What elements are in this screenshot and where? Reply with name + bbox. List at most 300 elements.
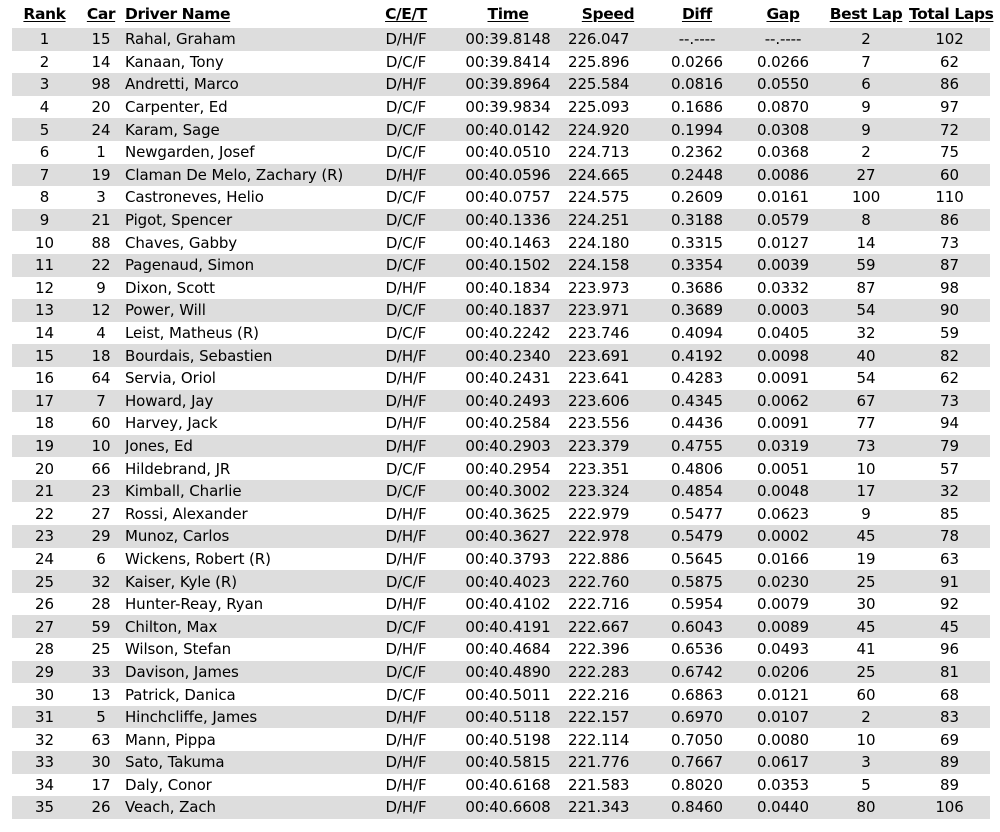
- driver-name-cell: Hunter-Reay, Ryan: [125, 595, 264, 614]
- rank-cell: 12: [35, 278, 54, 297]
- total-laps-cell: 89: [909, 751, 990, 774]
- gap-cell: 0.0440: [743, 796, 823, 819]
- best-lap-cell: 2: [823, 28, 909, 51]
- driver-name-cell: Harvey, Jack: [125, 414, 218, 433]
- time-cell: 00:40.1502: [451, 254, 565, 277]
- best-lap-cell: 5: [861, 775, 871, 794]
- driver-name-cell: Hinchcliffe, James: [125, 706, 361, 729]
- table-row: [12, 661, 990, 684]
- speed-cell: 224.713: [568, 143, 630, 162]
- speed-cell: 223.324: [565, 480, 651, 503]
- cet-cell: D/C/F: [385, 324, 427, 343]
- cet-cell: D/C/F: [385, 188, 427, 207]
- speed-cell: 225.093: [568, 98, 630, 117]
- diff-cell: 0.6043: [651, 615, 743, 638]
- total-laps-cell: 92: [940, 595, 959, 614]
- rank-cell: 35: [12, 796, 77, 819]
- speed-cell: 222.283: [565, 661, 651, 684]
- cet-cell: D/H/F: [361, 751, 451, 774]
- total-laps-cell: 79: [909, 435, 990, 458]
- diff-cell: 0.5479: [651, 525, 743, 548]
- diff-cell: 0.2448: [651, 164, 743, 187]
- time-cell: 00:40.2242: [465, 324, 551, 343]
- speed-cell: 226.047: [565, 28, 651, 51]
- table-row: [12, 502, 990, 525]
- driver-name-cell: Kimball, Charlie: [125, 480, 361, 503]
- car-cell: 66: [91, 459, 111, 478]
- table-row: [12, 164, 990, 187]
- diff-cell: 0.4755: [651, 435, 743, 458]
- car-cell: 27: [91, 504, 111, 523]
- table-row: [12, 480, 990, 503]
- total-laps-cell: 87: [909, 254, 990, 277]
- time-cell: 00:39.8964: [451, 73, 565, 96]
- rank-cell: 1: [12, 28, 77, 51]
- gap-cell: 0.0579: [743, 209, 823, 232]
- speed-cell: 223.606: [565, 390, 651, 413]
- gap-cell: 0.0086: [743, 164, 823, 187]
- best-lap-cell: 27: [823, 164, 909, 187]
- driver-name-cell: Andretti, Marco: [125, 73, 361, 96]
- rank-cell: 26: [35, 595, 54, 614]
- best-lap-cell: 2: [823, 706, 909, 729]
- best-lap-cell: 77: [856, 414, 876, 433]
- total-laps-cell: 81: [909, 661, 990, 684]
- diff-cell: 0.6863: [671, 685, 723, 704]
- total-laps-cell: 96: [940, 640, 959, 659]
- total-laps-cell: 75: [940, 143, 959, 162]
- diff-cell: --.----: [651, 28, 743, 51]
- driver-name-cell: Kanaan, Tony: [125, 52, 224, 71]
- total-laps-cell: 59: [940, 324, 959, 343]
- time-cell: 00:40.2903: [451, 435, 565, 458]
- speed-cell: 221.343: [565, 796, 651, 819]
- best-lap-cell: 9: [823, 118, 909, 141]
- driver-name-cell: Newgarden, Josef: [125, 143, 255, 162]
- driver-name-cell: Jones, Ed: [125, 435, 361, 458]
- column-header-rank[interactable]: Rank: [23, 5, 66, 23]
- best-lap-cell: 9: [861, 504, 871, 523]
- table-row: [12, 51, 990, 74]
- gap-cell: 0.0493: [757, 640, 809, 659]
- gap-cell: 0.0107: [743, 706, 823, 729]
- table-row: [12, 96, 990, 119]
- total-laps-cell: 32: [909, 480, 990, 503]
- rank-cell: 3: [12, 73, 77, 96]
- speed-cell: 222.886: [568, 549, 630, 568]
- driver-name-cell: Castroneves, Helio: [125, 188, 264, 207]
- diff-cell: 0.0266: [671, 52, 723, 71]
- driver-name-cell: Leist, Matheus (R): [125, 324, 259, 343]
- rank-cell: 19: [12, 435, 77, 458]
- rank-cell: 11: [12, 254, 77, 277]
- table-row: [12, 299, 990, 322]
- time-cell: 00:40.3002: [451, 480, 565, 503]
- speed-cell: 222.978: [565, 525, 651, 548]
- best-lap-cell: 41: [856, 640, 876, 659]
- total-laps-cell: 63: [940, 549, 959, 568]
- car-cell: 88: [91, 233, 111, 252]
- best-lap-cell: 87: [856, 278, 876, 297]
- speed-cell: 223.971: [565, 299, 651, 322]
- car-cell: 60: [91, 414, 111, 433]
- cet-cell: D/H/F: [385, 414, 427, 433]
- table-row: [12, 548, 990, 571]
- car-cell: 4: [96, 324, 106, 343]
- car-cell: 29: [77, 525, 125, 548]
- total-laps-cell: 45: [909, 615, 990, 638]
- rank-cell: 14: [35, 324, 54, 343]
- gap-cell: 0.0206: [743, 661, 823, 684]
- car-cell: 13: [91, 685, 111, 704]
- table-row: [12, 390, 990, 413]
- cet-cell: D/H/F: [385, 549, 427, 568]
- table-row: [12, 118, 990, 141]
- diff-cell: 0.5645: [671, 549, 723, 568]
- time-cell: 00:40.0596: [451, 164, 565, 187]
- cet-cell: D/H/F: [361, 706, 451, 729]
- diff-cell: 0.4094: [671, 324, 723, 343]
- diff-cell: 0.7667: [651, 751, 743, 774]
- best-lap-cell: 14: [856, 233, 876, 252]
- table-row: [12, 231, 990, 254]
- cet-cell: D/H/F: [385, 640, 427, 659]
- driver-name-cell: Power, Will: [125, 299, 361, 322]
- table-row: [12, 525, 990, 548]
- rank-cell: 21: [12, 480, 77, 503]
- column-header-speed[interactable]: Speed: [581, 5, 635, 23]
- best-lap-cell: 45: [823, 615, 909, 638]
- gap-cell: 0.0353: [757, 775, 809, 794]
- total-laps-cell: 102: [909, 28, 990, 51]
- total-laps-cell: 86: [909, 209, 990, 232]
- speed-cell: 223.351: [568, 459, 630, 478]
- cet-cell: D/H/F: [361, 344, 451, 367]
- table-row: [12, 141, 990, 164]
- diff-cell: 0.2609: [671, 188, 723, 207]
- gap-cell: 0.0039: [743, 254, 823, 277]
- cet-cell: D/C/F: [361, 209, 451, 232]
- diff-cell: 0.3188: [651, 209, 743, 232]
- rank-cell: 33: [12, 751, 77, 774]
- diff-cell: 0.6970: [651, 706, 743, 729]
- time-cell: 00:40.3627: [451, 525, 565, 548]
- best-lap-cell: 73: [823, 435, 909, 458]
- time-cell: 00:40.5815: [451, 751, 565, 774]
- table-row: [12, 593, 990, 616]
- best-lap-cell: 17: [823, 480, 909, 503]
- diff-cell: 0.3689: [651, 299, 743, 322]
- cet-cell: D/H/F: [385, 278, 427, 297]
- table-body: [12, 28, 990, 819]
- column-header-diff[interactable]: Diff: [681, 5, 713, 23]
- results-table: [12, 0, 994, 819]
- diff-cell: 0.7050: [671, 730, 723, 749]
- best-lap-cell: 10: [856, 459, 876, 478]
- driver-name-cell: Pigot, Spencer: [125, 209, 361, 232]
- driver-name-cell: Davison, James: [125, 661, 361, 684]
- diff-cell: 0.3315: [671, 233, 723, 252]
- car-cell: 63: [91, 730, 111, 749]
- speed-cell: 221.583: [568, 775, 630, 794]
- driver-name-cell: Munoz, Carlos: [125, 525, 361, 548]
- best-lap-cell: 6: [823, 73, 909, 96]
- total-laps-cell: 73: [940, 233, 959, 252]
- gap-cell: 0.0003: [743, 299, 823, 322]
- time-cell: 00:40.4191: [451, 615, 565, 638]
- speed-cell: 223.973: [568, 278, 630, 297]
- gap-cell: 0.0617: [743, 751, 823, 774]
- best-lap-cell: 9: [861, 98, 871, 117]
- rank-cell: 10: [35, 233, 54, 252]
- total-laps-cell: 90: [909, 299, 990, 322]
- time-cell: 00:40.5011: [465, 685, 551, 704]
- table-row: [12, 774, 990, 797]
- total-laps-cell: 73: [909, 390, 990, 413]
- driver-name-cell: Rahal, Graham: [125, 28, 361, 51]
- car-cell: 25: [91, 640, 111, 659]
- gap-cell: 0.0080: [757, 730, 809, 749]
- speed-cell: 222.396: [568, 640, 630, 659]
- time-cell: 00:39.9834: [465, 98, 551, 117]
- rank-cell: 31: [12, 706, 77, 729]
- driver-name-cell: Claman De Melo, Zachary (R): [125, 164, 361, 187]
- driver-name-cell: Hildebrand, JR: [125, 459, 231, 478]
- driver-name-cell: Pagenaud, Simon: [125, 254, 361, 277]
- gap-cell: 0.0623: [757, 504, 809, 523]
- best-lap-cell: 80: [823, 796, 909, 819]
- speed-cell: 223.556: [568, 414, 630, 433]
- car-cell: 23: [77, 480, 125, 503]
- cet-cell: D/C/F: [385, 685, 427, 704]
- speed-cell: 224.575: [568, 188, 630, 207]
- driver-name-cell: Wilson, Stefan: [125, 640, 232, 659]
- best-lap-cell: 8: [823, 209, 909, 232]
- time-cell: 00:40.5198: [465, 730, 551, 749]
- total-laps-cell: 86: [909, 73, 990, 96]
- diff-cell: 0.2362: [671, 143, 723, 162]
- best-lap-cell: 45: [823, 525, 909, 548]
- total-laps-cell: 69: [940, 730, 959, 749]
- diff-cell: 0.4283: [671, 369, 723, 388]
- table-row: [12, 728, 990, 751]
- table-row: [12, 638, 990, 661]
- cet-cell: D/C/F: [361, 480, 451, 503]
- rank-cell: 13: [12, 299, 77, 322]
- driver-name-cell: Rossi, Alexander: [125, 504, 248, 523]
- gap-cell: 0.0091: [757, 414, 809, 433]
- car-cell: 6: [96, 549, 106, 568]
- column-header-time[interactable]: Time: [487, 5, 529, 23]
- gap-cell: 0.0166: [757, 549, 809, 568]
- table-row: [12, 570, 990, 593]
- cet-cell: D/C/F: [385, 233, 427, 252]
- time-cell: 00:40.1336: [451, 209, 565, 232]
- speed-cell: 223.379: [565, 435, 651, 458]
- column-header-driver-name[interactable]: Driver Name: [125, 5, 231, 23]
- driver-name-cell: Karam, Sage: [125, 118, 361, 141]
- gap-cell: 0.0870: [757, 98, 809, 117]
- rank-cell: 28: [35, 640, 54, 659]
- speed-cell: 224.920: [565, 118, 651, 141]
- speed-cell: 222.979: [568, 504, 630, 523]
- driver-name-cell: Wickens, Robert (R): [125, 549, 271, 568]
- best-lap-cell: 10: [856, 730, 876, 749]
- rank-cell: 6: [39, 143, 50, 162]
- speed-cell: 222.114: [568, 730, 630, 749]
- time-cell: 00:40.4684: [465, 640, 551, 659]
- best-lap-cell: 25: [823, 570, 909, 593]
- driver-name-cell: Carpenter, Ed: [125, 98, 228, 117]
- best-lap-cell: 100: [851, 188, 881, 207]
- car-cell: 9: [96, 278, 106, 297]
- time-cell: 00:40.4102: [465, 595, 551, 614]
- gap-cell: 0.0332: [757, 278, 809, 297]
- rank-cell: 2: [39, 52, 50, 71]
- header-row: [12, 0, 990, 28]
- speed-cell: 223.746: [568, 324, 630, 343]
- driver-name-cell: Sato, Takuma: [125, 751, 361, 774]
- gap-cell: 0.0308: [743, 118, 823, 141]
- speed-cell: 223.691: [565, 344, 651, 367]
- driver-name-cell: Kaiser, Kyle (R): [125, 570, 361, 593]
- total-laps-cell: 91: [909, 570, 990, 593]
- cet-cell: D/H/F: [361, 390, 451, 413]
- driver-name-cell: Mann, Pippa: [125, 730, 216, 749]
- table-row: [12, 28, 990, 51]
- diff-cell: 0.3686: [671, 278, 723, 297]
- cet-cell: D/C/F: [361, 254, 451, 277]
- car-cell: 59: [77, 615, 125, 638]
- time-cell: 00:40.0142: [451, 118, 565, 141]
- car-cell: 20: [91, 98, 111, 117]
- gap-cell: 0.0319: [743, 435, 823, 458]
- speed-cell: 222.716: [568, 595, 630, 614]
- driver-name-cell: Veach, Zach: [125, 796, 361, 819]
- cet-cell: D/H/F: [361, 525, 451, 548]
- rank-cell: 9: [12, 209, 77, 232]
- rank-cell: 5: [12, 118, 77, 141]
- gap-cell: 0.0368: [757, 143, 809, 162]
- cet-cell: D/C/F: [361, 661, 451, 684]
- rank-cell: 20: [35, 459, 54, 478]
- total-laps-cell: 82: [909, 344, 990, 367]
- cet-cell: D/H/F: [361, 28, 451, 51]
- speed-cell: 225.584: [565, 73, 651, 96]
- best-lap-cell: 30: [856, 595, 876, 614]
- total-laps-cell: 98: [940, 278, 959, 297]
- cet-cell: D/H/F: [385, 504, 427, 523]
- time-cell: 00:40.5118: [451, 706, 565, 729]
- driver-name-cell: Howard, Jay: [125, 390, 361, 413]
- car-cell: 19: [77, 164, 125, 187]
- car-cell: 15: [77, 28, 125, 51]
- column-header-cet[interactable]: C/E/T: [385, 5, 427, 23]
- time-cell: 00:40.1463: [465, 233, 551, 252]
- time-cell: 00:40.2340: [451, 344, 565, 367]
- best-lap-cell: 7: [861, 52, 871, 71]
- diff-cell: 0.4345: [651, 390, 743, 413]
- cet-cell: D/C/F: [361, 118, 451, 141]
- column-header-total-laps[interactable]: Total Laps: [909, 5, 994, 23]
- cet-cell: D/C/F: [361, 299, 451, 322]
- speed-cell: 223.641: [568, 369, 630, 388]
- column-header-car[interactable]: Car: [86, 5, 116, 23]
- table-row: [12, 615, 990, 638]
- table-row: [12, 796, 990, 819]
- diff-cell: 0.5875: [651, 570, 743, 593]
- time-cell: 00:40.0757: [465, 188, 551, 207]
- best-lap-cell: 54: [856, 369, 876, 388]
- total-laps-cell: 72: [909, 118, 990, 141]
- column-header-gap[interactable]: Gap: [766, 5, 800, 23]
- total-laps-cell: 85: [940, 504, 959, 523]
- total-laps-cell: 106: [909, 796, 990, 819]
- speed-cell: 224.158: [565, 254, 651, 277]
- table-row: [12, 277, 990, 300]
- time-cell: 00:40.6168: [465, 775, 551, 794]
- table-row: [12, 344, 990, 367]
- speed-cell: 221.776: [565, 751, 651, 774]
- diff-cell: 0.8020: [671, 775, 723, 794]
- gap-cell: 0.0266: [757, 52, 809, 71]
- total-laps-cell: 94: [940, 414, 959, 433]
- speed-cell: 222.760: [565, 570, 651, 593]
- total-laps-cell: 60: [909, 164, 990, 187]
- gap-cell: --.----: [743, 28, 823, 51]
- speed-cell: 224.180: [568, 233, 630, 252]
- gap-cell: 0.0230: [743, 570, 823, 593]
- table-row: [12, 322, 990, 345]
- cet-cell: D/H/F: [385, 730, 427, 749]
- time-cell: 00:40.2493: [451, 390, 565, 413]
- speed-cell: 222.216: [568, 685, 630, 704]
- column-header-best-lap[interactable]: Best Lap: [829, 5, 903, 23]
- best-lap-cell: 67: [823, 390, 909, 413]
- diff-cell: 0.4806: [671, 459, 723, 478]
- diff-cell: 0.4436: [671, 414, 723, 433]
- car-cell: 5: [77, 706, 125, 729]
- car-cell: 28: [91, 595, 111, 614]
- time-cell: 00:40.2431: [465, 369, 551, 388]
- rank-cell: 30: [35, 685, 54, 704]
- time-cell: 00:40.0510: [465, 143, 551, 162]
- best-lap-cell: 54: [823, 299, 909, 322]
- cet-cell: D/C/F: [385, 52, 427, 71]
- car-cell: 1: [96, 143, 106, 162]
- time-cell: 00:40.4890: [451, 661, 565, 684]
- car-cell: 10: [77, 435, 125, 458]
- diff-cell: 0.4192: [651, 344, 743, 367]
- rank-cell: 22: [35, 504, 54, 523]
- speed-cell: 224.665: [565, 164, 651, 187]
- rank-cell: 17: [12, 390, 77, 413]
- car-cell: 3: [96, 188, 106, 207]
- gap-cell: 0.0048: [743, 480, 823, 503]
- diff-cell: 0.4854: [651, 480, 743, 503]
- car-cell: 33: [77, 661, 125, 684]
- cet-cell: D/H/F: [361, 796, 451, 819]
- driver-name-cell: Daly, Conor: [125, 775, 212, 794]
- rank-cell: 4: [39, 98, 50, 117]
- car-cell: 30: [77, 751, 125, 774]
- diff-cell: 0.6742: [651, 661, 743, 684]
- cet-cell: D/C/F: [361, 570, 451, 593]
- cet-cell: D/H/F: [385, 369, 427, 388]
- table-row: [12, 683, 990, 706]
- car-cell: 64: [91, 369, 111, 388]
- gap-cell: 0.0051: [757, 459, 809, 478]
